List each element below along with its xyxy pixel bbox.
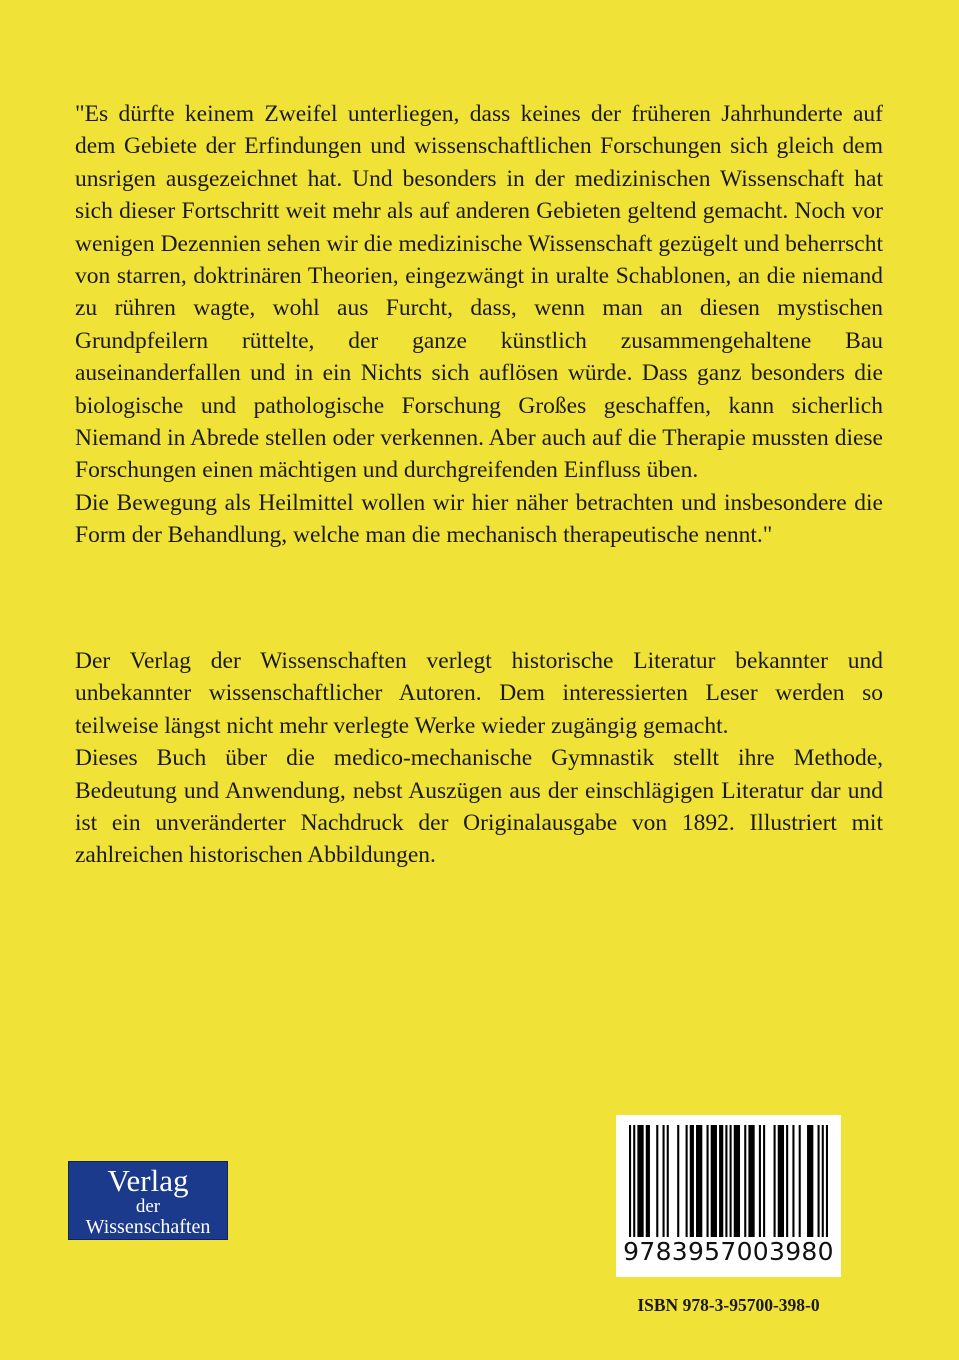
barcode-bar xyxy=(646,1125,650,1237)
barcode-bar xyxy=(711,1125,717,1237)
isbn-number: ISBN 978-3-95700-398-0 xyxy=(637,1295,820,1315)
barcode-bar xyxy=(690,1125,694,1237)
publisher-paragraph-2: Dieses Buch über die medico-mechanische Gymnastik stellt ihre Methode, Bedeutung und Anwendung, nebst Auszügen aus der einschlägigen Literatur dar und ist ein unveränderter Nachdruck der Originalausgabe von 1892. Illustriert mit zahlreichen historischen Abbildungen. xyxy=(75,745,883,869)
barcode-bars xyxy=(629,1125,828,1237)
logo-line-verlag: Verlag xyxy=(107,1163,189,1198)
barcode-bar xyxy=(725,1125,727,1237)
barcode-bar xyxy=(826,1125,828,1237)
quote-paragraph-1: "Es dürfte keinem Zweifel unterliegen, dass keines der früheren Jahrhunderte auf dem Gebiete der Erfindungen und wissenschaftlichen Forschungen sich gleich dem unsrigen ausgezeichnet hat. Und besonders in der medizinischen Wissenschaft hat sich dieser Fortschritt weit mehr als auf anderen Gebieten geltend gemacht. Noch vor wenigen Dezennien sehen wir die medizinische Wissenschaft gezügelt und beherrscht von starren, doktrinären Theorien, eingezwängt in uralte Schablonen, an die niemand zu rühren wagte, wohl aus Furcht, dass, wenn man an diesen mystischen Grundpfeilern rüttelte, der ganze künstlich zusammengehaltene Bau auseinanderfallen und in ein Nichts sich auflösen würde. Dass ganz besonders die biologische und pathologische Forschung Großes geschaffen, kann sicherlich Niemand in Abrede stellen oder verkennen. Aber auch auf die Therapie mussten diese Forschungen einen mächtigen und durchgreifenden Einfluss üben. xyxy=(75,101,883,484)
barcode-digits: 9783957003980 xyxy=(623,1237,834,1266)
barcode-bar xyxy=(759,1125,761,1237)
barcode-bar xyxy=(677,1125,679,1237)
barcode-bar xyxy=(744,1125,746,1237)
logo-line-wissenschaften: Wissenschaften xyxy=(85,1216,211,1238)
logo-line-der: der xyxy=(135,1196,161,1217)
barcode-bar xyxy=(633,1125,635,1237)
barcode-bar xyxy=(748,1125,754,1237)
barcode-bar xyxy=(734,1125,740,1237)
barcode-bar xyxy=(807,1125,813,1237)
quote-block xyxy=(75,98,883,552)
publisher-logo xyxy=(68,1161,228,1240)
barcode-bar xyxy=(792,1125,794,1237)
quote-paragraph-2: Die Bewegung als Heilmittel wollen wir hier näher betrachten und insbesondere die Form der Behandlung, welche man die mechanisch therapeutische nennt." xyxy=(75,489,883,549)
barcode-bar xyxy=(667,1125,669,1237)
barcode-bar xyxy=(778,1125,784,1237)
barcode-bar xyxy=(696,1125,702,1237)
barcode-bar xyxy=(786,1125,788,1237)
barcode-bar xyxy=(629,1125,631,1237)
barcode-bar xyxy=(818,1125,820,1237)
barcode-bar xyxy=(707,1125,709,1237)
barcode-bar xyxy=(763,1125,765,1237)
barcode-bar xyxy=(774,1125,776,1237)
barcode-bar xyxy=(799,1125,801,1237)
barcode-bar xyxy=(663,1125,665,1237)
barcode xyxy=(616,1115,841,1277)
barcode-bar xyxy=(730,1125,732,1237)
barcode-bar xyxy=(656,1125,658,1237)
barcode-bar xyxy=(719,1125,723,1237)
barcode-bar xyxy=(822,1125,824,1237)
barcode-bar xyxy=(686,1125,688,1237)
publisher-paragraph-1: Der Verlag der Wissenschaften verlegt historische Literatur bekannter und unbekannter wissenschaftlicher Autoren. Dem interessierten Leser werden so teilweise längst nicht mehr verlegte Werke wieder zugängig gemacht. xyxy=(75,648,883,739)
barcode-bar xyxy=(637,1125,643,1237)
publisher-description xyxy=(75,645,883,872)
